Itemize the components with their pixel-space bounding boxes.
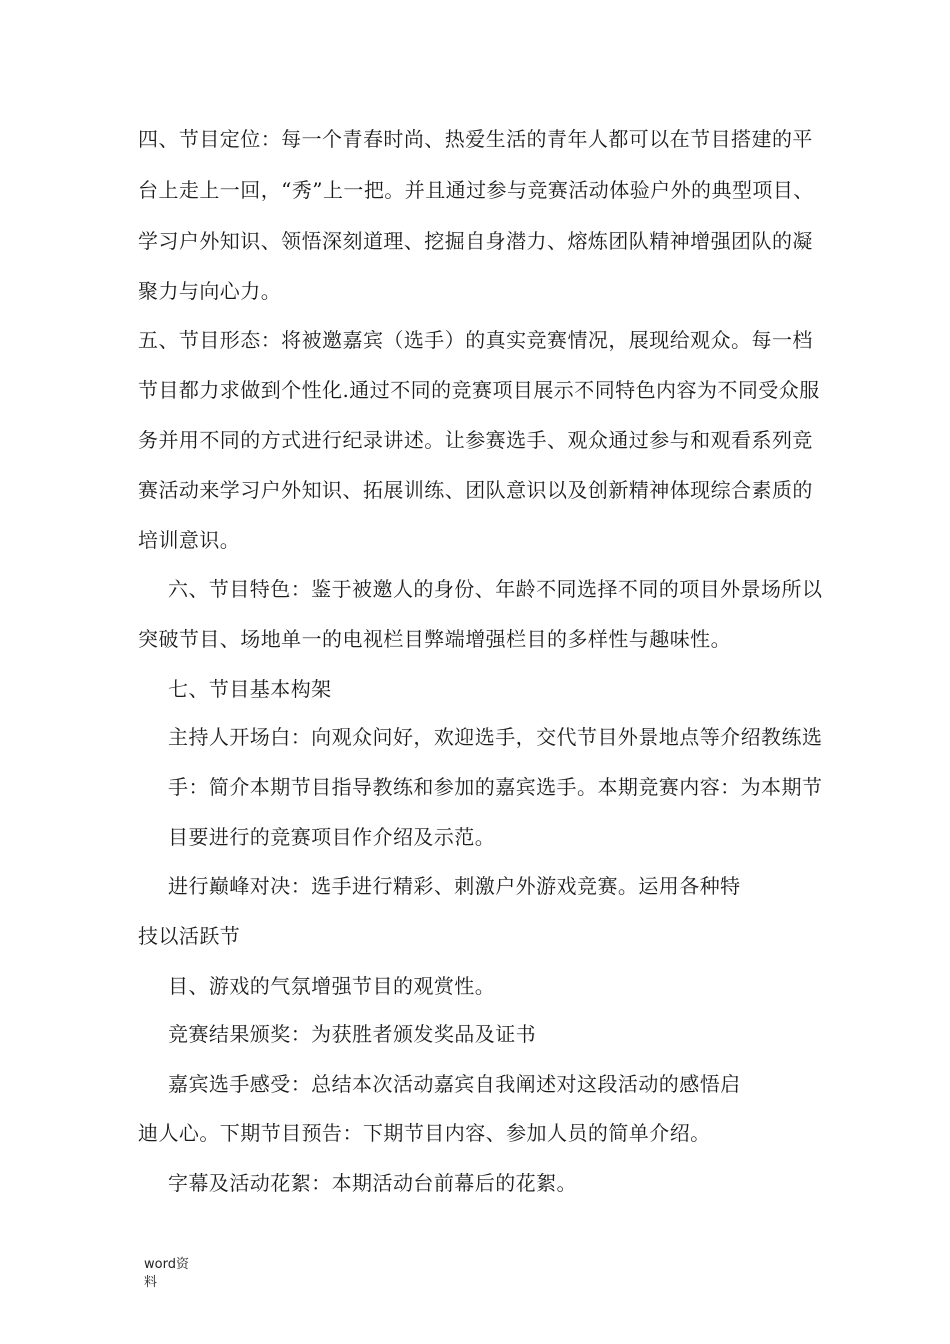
text-line: 竞赛结果颁奖：为获胜者颁发奖品及证书 bbox=[168, 1022, 537, 1046]
section-heading: 七、节目基本构架 bbox=[168, 677, 332, 701]
text-line: 台上走上一回，“秀”上一把。并且通过参与竞赛活动体验户外的典型项目、 bbox=[138, 178, 814, 202]
text-line: 突破节目、场地单一的电视栏目弊端增强栏目的多样性与趣味性。 bbox=[138, 627, 732, 651]
text-line: 聚力与向心力。 bbox=[138, 279, 282, 303]
text-line: 节目都力求做到个性化.通过不同的竞赛项目展示不同特色内容为不同受众服 bbox=[138, 378, 820, 402]
text-line: 赛活动来学习户外知识、拓展训练、团队意识以及创新精神体现综合素质的 bbox=[138, 478, 813, 502]
text-line: 字幕及活动花絮：本期活动台前幕后的花絮。 bbox=[168, 1171, 577, 1195]
text-line: 目要进行的竞赛项目作介绍及示范。 bbox=[168, 825, 496, 849]
text-line: 务并用不同的方式进行纪录讲述。让参赛选手、观众通过参与和观看系列竞 bbox=[138, 428, 813, 452]
text-line: 技以活跃节 bbox=[138, 924, 241, 948]
text-line: 进行巅峰对决：选手进行精彩、刺激户外游戏竞赛。运用各种特 bbox=[168, 874, 741, 898]
text-line: 嘉宾选手感受：总结本次活动嘉宾自我阐述对这段活动的感悟启 bbox=[168, 1072, 741, 1096]
text-line: 目、游戏的气氛增强节目的观赏性。 bbox=[168, 974, 496, 998]
text-line: 培训意识。 bbox=[138, 528, 241, 552]
footer-line: 料 bbox=[144, 1275, 158, 1290]
text-line: 学习户外知识、领悟深刻道理、挖掘自身潜力、熔炼团队精神增强团队的凝 bbox=[138, 229, 813, 253]
footer-line: word资 bbox=[144, 1257, 189, 1272]
text-line: 四、节目定位：每一个青春时尚、热爱生活的青年人都可以在节目搭建的平 bbox=[138, 127, 813, 151]
text-line: 主持人开场白：向观众问好，欢迎选手，交代节目外景地点等介绍教练选 bbox=[168, 725, 823, 749]
page-footer bbox=[144, 1256, 189, 1292]
text-line: 手：简介本期节目指导教练和参加的嘉宾选手。本期竞赛内容：为本期节 bbox=[168, 775, 823, 799]
text-line: 六、节目特色：鉴于被邀人的身份、年龄不同选择不同的项目外景场所以 bbox=[168, 577, 823, 601]
text-line: 迪人心。下期节目预告：下期节目内容、参加人员的简单介绍。 bbox=[138, 1121, 711, 1145]
text-line: 五、节目形态：将被邀嘉宾（选手）的真实竞赛情况，展现给观众。每一档 bbox=[138, 328, 813, 352]
